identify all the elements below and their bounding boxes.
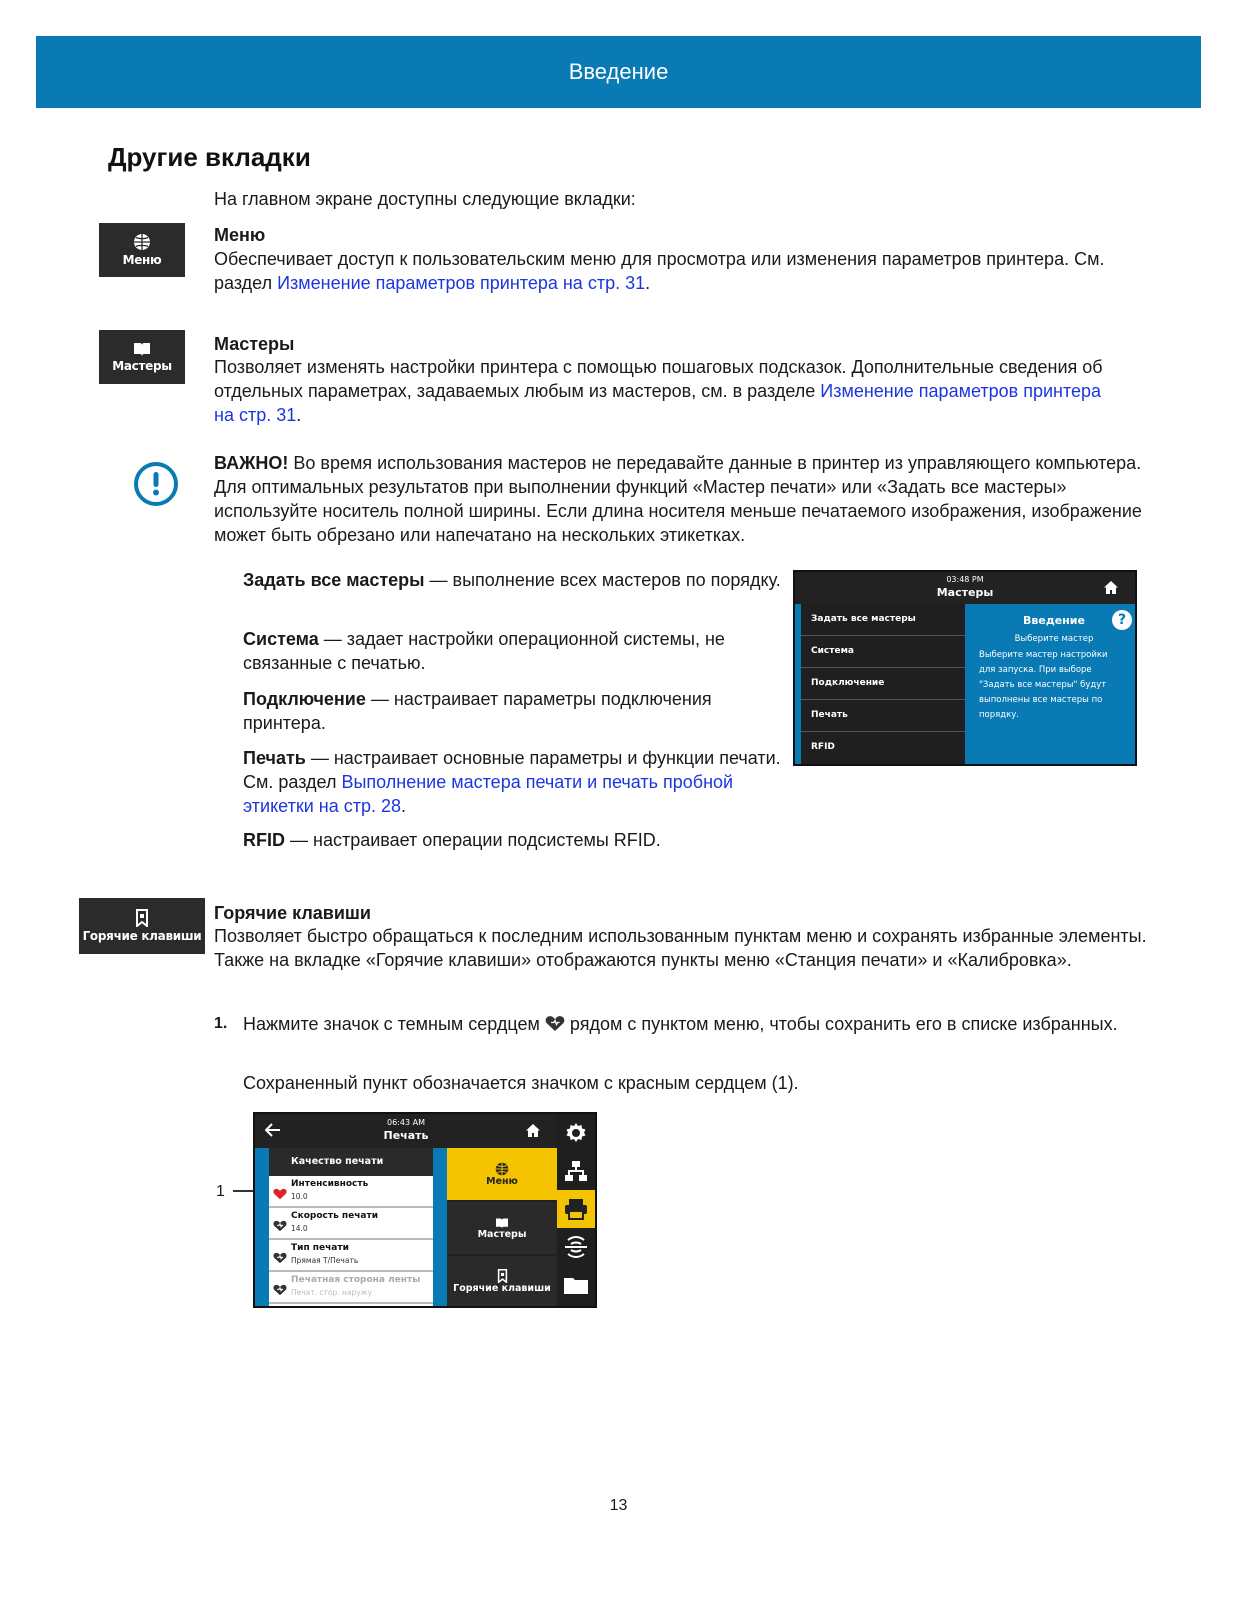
banner-title: Введение: [568, 59, 669, 84]
menu-description: Обеспечивает доступ к пользовательским меню для просмотра или изменения параметров принтера. См. раздел Изменение параметров принтера на стр. 31.: [214, 249, 1105, 293]
menu-heading: Меню: [214, 225, 266, 245]
wizards-heading: Мастеры: [214, 334, 295, 354]
menu-link[interactable]: Изменение параметров принтера на стр. 31: [277, 273, 646, 293]
wizard-item-print: Печать — настраивает основные параметры и функции печати. См. раздел Выполнение мастера печати и печать пробной этикетки на стр. 28.: [243, 748, 781, 816]
wizards-link[interactable]: Изменение параметров принтера на стр. 31: [214, 381, 1102, 425]
network-icon[interactable]: [557, 1152, 595, 1190]
wizards-description: Позволяет изменять настройки принтера с помощью пошаговых подсказок. Дополнительные сведения об отдельных параметрах, задаваемых любым из мастеров, см. в разделе Изменение параметров принтера на стр. 31.: [214, 357, 1103, 425]
bookmark-icon: [135, 909, 149, 927]
page-title: Другие вкладки: [108, 142, 311, 172]
exclamation-icon: [152, 472, 160, 496]
red-heart-icon[interactable]: [273, 1188, 287, 1200]
book-icon: [133, 341, 151, 357]
side-icon-column: [557, 1114, 595, 1306]
wizards-menu-item[interactable]: Печать: [801, 700, 965, 732]
step-number: 1.: [214, 1015, 228, 1032]
wizards-info-panel: Введение ? Выберите мастер Выберите мастер настройки для запуска. При выборе "Задать все мастеры" будут выполнены все мастеры по порядку.: [965, 604, 1135, 764]
print-wizard-link[interactable]: Выполнение мастера печати и печать пробной этикетки на стр. 28: [243, 772, 734, 816]
step-result: Сохраненный пункт обозначается значком с красным сердцем (1).: [243, 1073, 799, 1093]
important-label: ВАЖНО!: [214, 453, 289, 473]
list-item[interactable]: [269, 1208, 433, 1240]
list-item-value: 14.0: [291, 1224, 308, 1233]
globe-icon: [133, 233, 151, 251]
bookmark-icon: [497, 1269, 508, 1283]
wizard-item-all: Задать все мастеры — выполнение всех мастеров по порядку.: [243, 570, 781, 590]
dark-heart-icon[interactable]: [273, 1220, 287, 1232]
printer-icon[interactable]: [557, 1190, 595, 1228]
hotkeys-tab-label: Горячие клавиши: [82, 929, 202, 943]
menu-tab-label: Меню: [122, 253, 162, 267]
dark-heart-icon: [545, 1015, 565, 1032]
home-icon[interactable]: [1103, 580, 1119, 595]
wizards-menu-item[interactable]: Система: [801, 636, 965, 668]
hotkeys-heading: Горячие клавиши: [214, 903, 371, 923]
page-number: 13: [609, 1497, 628, 1514]
important-note: ВАЖНО! Во время использования мастеров не передавайте данные в принтер из управляющего компьютера. Для оптимальных результатов при выполнении функций «Мастер печати» или «Задать все мастеры» используйте носитель полной ширины. Если длина носителя меньше печатаемого изображения, изображение может быть обрезано или напечатано на нескольких этикетках.: [214, 453, 1142, 545]
list-item-value: Печат. стор. наружу: [291, 1288, 372, 1297]
print-screen-accent: [255, 1148, 269, 1306]
list-item-name: Печатная сторона ленты: [291, 1275, 421, 1285]
list-item-value: Прямая Т/Печать: [291, 1256, 359, 1265]
important-icon: [134, 462, 178, 506]
step-text: Нажмите значок с темным сердцем рядом с пунктом меню, чтобы сохранить его в списке избранных.: [243, 1014, 1118, 1034]
wizards-tab-label: Мастеры: [112, 359, 172, 373]
list-item-value: 10.0: [291, 1192, 308, 1201]
home-icon[interactable]: [525, 1123, 541, 1138]
wizards-tile[interactable]: Мастеры: [447, 1202, 557, 1254]
hotkeys-tile[interactable]: Горячие клавиши: [447, 1256, 557, 1306]
menu-tile[interactable]: Меню: [447, 1148, 557, 1200]
wizards-screen: [793, 570, 1137, 766]
wizards-menu-item[interactable]: Задать все мастеры: [801, 604, 965, 636]
dark-heart-icon[interactable]: [273, 1284, 287, 1296]
help-icon[interactable]: ?: [1112, 610, 1132, 630]
wizards-menu-item[interactable]: RFID: [811, 742, 835, 752]
print-screen: [253, 1112, 597, 1308]
list-item-name: Интенсивность: [291, 1179, 369, 1189]
wizards-screen-header: 03:48 PM Мастеры: [795, 572, 1135, 604]
menu-tab-icon-box: [99, 223, 185, 277]
list-item[interactable]: [269, 1176, 433, 1208]
globe-icon: [495, 1162, 509, 1176]
section-banner: [36, 36, 1201, 108]
list-item[interactable]: [269, 1272, 433, 1304]
wizards-menu-item[interactable]: Подключение: [801, 668, 965, 700]
list-item-name: Тип печати: [291, 1243, 349, 1253]
list-item-name: Скорость печати: [291, 1211, 378, 1221]
folder-icon[interactable]: [557, 1266, 595, 1304]
hotkeys-tab-icon-box: [79, 898, 205, 954]
rfid-icon[interactable]: [557, 1228, 595, 1266]
hotkeys-description: Позволяет быстро обращаться к последним использованным пунктам меню и сохранять избранные элементы. Также на вкладке «Горячие клавиши» отображаются пункты меню «Станция печати» и «Калибровка».: [214, 926, 1147, 970]
print-settings-list: [269, 1148, 433, 1306]
book-icon: [495, 1217, 509, 1229]
list-item[interactable]: [269, 1240, 433, 1272]
settings-gear-icon[interactable]: [557, 1114, 595, 1152]
intro-text: На главном экране доступны следующие вкладки:: [214, 189, 636, 209]
print-screen-divider: [433, 1148, 447, 1306]
list-header: Качество печати: [269, 1148, 433, 1176]
wizard-item-connection: Подключение — настраивает параметры подключения принтера.: [243, 689, 712, 733]
dark-heart-icon[interactable]: [273, 1252, 287, 1264]
wizards-tab-icon-box: [99, 330, 185, 384]
wizard-item-system: Система — задает настройки операционной системы, не связанные с печатью.: [243, 629, 725, 673]
print-screen-header: 06:43 AM Печать: [255, 1114, 557, 1148]
wizard-item-rfid: RFID — настраивает операции подсистемы RFID.: [243, 830, 661, 850]
callout-number: 1: [216, 1183, 225, 1200]
wizards-menu-list: [801, 604, 965, 764]
